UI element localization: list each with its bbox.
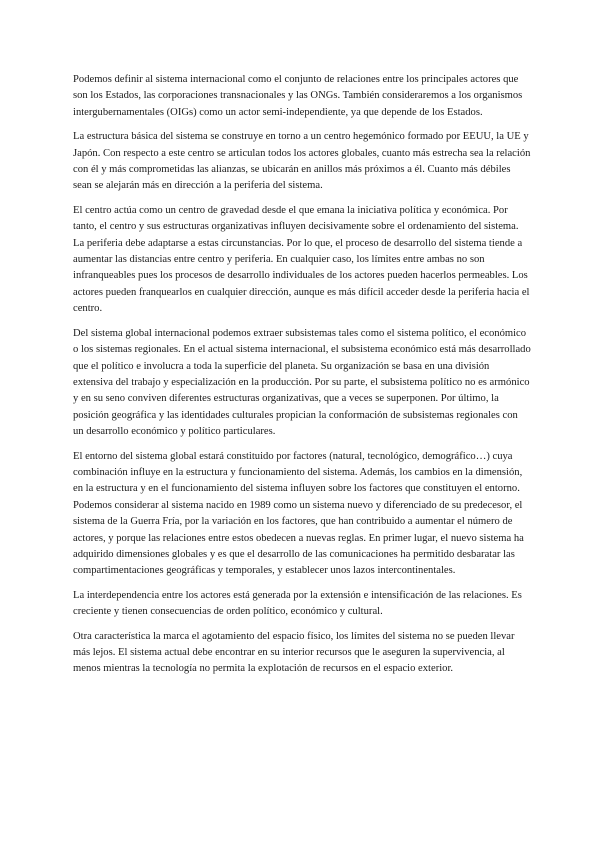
paragraph-5: El entorno del sistema global estará constituido por factores (natural, tecnológico, demográfico…) cuya combinación influye en la estructura y funcionamiento del sistema. Además, los cambios en la dimensión, en la estructura y en el funcionamiento del sistema influyen sobre los factores que constituyen el entorno. Podemos considerar al sistema nacido en 1989 como un sistema nuevo y diferenciado de su predecesor, el sistema de la Guerra Fría, por la variación en los factores, que han contribuido a aumentar el número de actores, y porque las relaciones entre estos obedecen a nuevas reglas. En primer lugar, el nuevo sistema ha adquirido dimensiones globales y es que el desarrollo de las comunicaciones ha permitido desbaratar las compartimentaciones geográficas y temporales, y establecer unos lazos intercontinentales. [73,450,524,577]
paragraph-3: El centro actúa como un centro de gravedad desde el que emana la iniciativa política y económica. Por tanto, el centro y sus estructuras organizativas influyen decisivamente sobre el ordenamiento del sistema. La periferia debe adaptarse a estas circunstancias. Por lo que, el proceso de desarrollo del sistema tiende a aumentar las distancias entre centro y periferia. En cualquier caso, los límites entre ambas no son infranqueables pues los procesos de desarrollo individuales de los actores pueden hacerlos permeables. Los actores pueden franquearlos en cualquier dirección, aunque es más difícil acceder desde la periferia hacia el centro. [73,204,530,315]
paragraph-6: La interdependencia entre los actores está generada por la extensión e intensificación de las relaciones. Es creciente y tienen consecuencias de orden político, económico y cultural. [73,589,522,618]
paragraph-1: Podemos definir al sistema internacional como el conjunto de relaciones entre los principales actores que son los Estados, las corporaciones transnacionales y las ONGs. También consideraremos a los organismos intergubernamentales (OIGs) como un actor semi-independiente, ya que depende de los Estados. [73,74,523,118]
document-page [73,72,531,686]
paragraph-2: La estructura básica del sistema se construye en torno a un centro hegemónico formado por EEUU, la UE y Japón. Con respecto a este centro se articulan todos los actores globales, cuanto más estrecha sea la relación con él y más comprometidas las alianzas, se ubicarán en anillos más próximos a él. Cuanto más débiles sean se alejarán más en dirección a la periferia del sistema. [73,131,531,192]
paragraph-7: Otra característica la marca el agotamiento del espacio físico, los límites del sistema no se pueden llevar más lejos. El sistema actual debe encontrar en su interior recursos que le aseguren la supervivencia, al menos mientras la tecnología no permita la explotación de recursos en el espacio exterior. [73,630,515,675]
paragraph-4: Del sistema global internacional podemos extraer subsistemas tales como el sistema político, el económico o los sistemas regionales. En el actual sistema internacional, el subsistema económico está más desarrollado que el político e involucra a toda la superficie del planeta. Su organización se basa en una división extensiva del trabajo y especialización en la producción. Por su parte, el subsistema político no es armónico y en su seno conviven diferentes estructuras organizativas, que a veces se superponen. Por último, la posición geográfica y las identidades culturales propician la conformación de subsistemas regionales con un desarrollo económico y político particulares. [73,327,531,438]
